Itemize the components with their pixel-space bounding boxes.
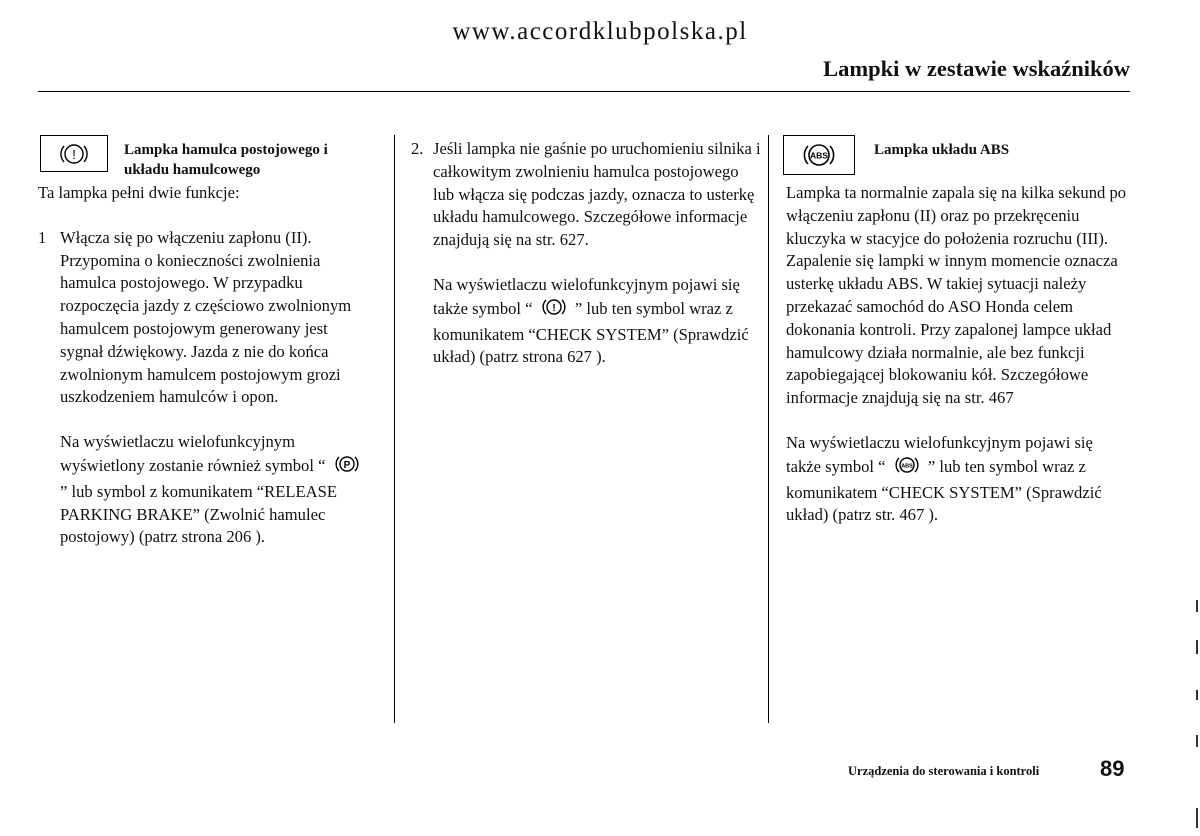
intro-text: Ta lampka pełni dwie funkcje:: [38, 183, 240, 202]
section-heading-brake: Lampka hamulca postojowego i układu hamulcowego: [124, 142, 328, 178]
numbered-item-1: [38, 227, 368, 409]
display-note: [38, 431, 368, 549]
item-number: 1: [38, 227, 47, 247]
page-number: 89: [1100, 756, 1125, 781]
column-divider-1: [394, 135, 395, 723]
svg-text:ABS: ABS: [900, 463, 913, 470]
abs-description: Lampka ta normalnie zapala się na kilka sekund po włączeniu zapłonu (II) oraz po przekręceniu kluczyka w stacyjce do położenia rozruchu (III). Zapalenie się lampki w innym momencie oznacza usterkę układu ABS. W takiej sytuacji należy przekazać samochód do ASO Honda celem dokonania kontroli. Przy zapalonej lampce układ hamulcowy działa normalnie, ale bez funkcji zapobiegającej blokowaniu kół. Szczegółowe informacje znajdują się na str. 467: [786, 183, 1127, 408]
abs-icon: [783, 135, 855, 175]
column-2: [411, 138, 761, 369]
display-text-before: Na wyświetlaczu wielofunkcyjnym wyświetlony zostanie również symbol “: [60, 432, 326, 476]
display-text-after: ” lub symbol z komunikatem “RELEASE PARKING BRAKE” (Zwolnić hamulec postojowy) (patrz strona 206 ).: [60, 481, 337, 547]
parking-brake-icon: [335, 454, 359, 481]
brake-warning-icon: [542, 297, 566, 324]
item-text: Włącza się po włączeniu zapłonu (II). Przypomina o konieczności zwolnienia hamulca postojowego. W przypadku rozpoczęcia jazdy z częściowo zwolnionym hamulcem postojowym generowany jest sygnał dźwiękowy. Jazda z nie do końca zwolnionym hamulcem postojowym grozi uszkodzeniem hamulców i opon.: [60, 227, 352, 407]
display-text-before: Na wyświetlaczu wielofunkcyjnym pojawi się także symbol “: [433, 274, 740, 318]
display-text-after: ” lub ten symbol wraz z komunikatem “CHECK SYSTEM” (Sprawdzić układ) (patrz str. 467 ).: [786, 456, 1102, 525]
scan-edge-mark: [1196, 690, 1198, 700]
svg-text:P: P: [343, 459, 350, 471]
svg-text:!: !: [552, 302, 556, 314]
section-heading-abs: Lampka układu ABS: [874, 142, 1010, 158]
numbered-item-2: [411, 138, 761, 252]
scan-edge-mark: [1196, 735, 1198, 747]
item-number: 2.: [411, 139, 424, 158]
scan-edge-mark: [1196, 600, 1198, 612]
header-rule: [38, 91, 1130, 92]
watermark: www.accordklubpolska.pl: [452, 18, 748, 45]
scan-edge-mark: [1196, 640, 1198, 654]
column-divider-2: [768, 135, 769, 723]
svg-text:ABS: ABS: [810, 150, 828, 161]
footer-section-title: Urządzenia do sterowania i kontroli: [848, 764, 1040, 778]
svg-text:!: !: [72, 146, 76, 162]
scan-edge-mark: [1196, 808, 1198, 828]
page-title: Lampki w zestawie wskaźników: [823, 56, 1130, 81]
column-3: [786, 182, 1131, 527]
brake-warning-icon: [40, 135, 108, 172]
display-note: [786, 432, 1131, 527]
display-text-before: Na wyświetlaczu wielofunkcyjnym pojawi się także symbol “: [786, 432, 1093, 476]
display-note: [411, 274, 761, 369]
item-text: Jeśli lampka nie gaśnie po uruchomieniu silnika i całkowitym zwolnieniu hamulca postojowego lub włącza się podczas jazdy, oznacza to usterkę układu hamulcowego. Szczegółowe informacje znajdują się na str. 627.: [433, 139, 761, 250]
column-1: [38, 182, 368, 549]
abs-icon: [895, 455, 919, 482]
display-text-after: ” lub ten symbol wraz z komunikatem “CHECK SYSTEM” (Sprawdzić układ) (patrz strona 627 ).: [433, 299, 749, 367]
